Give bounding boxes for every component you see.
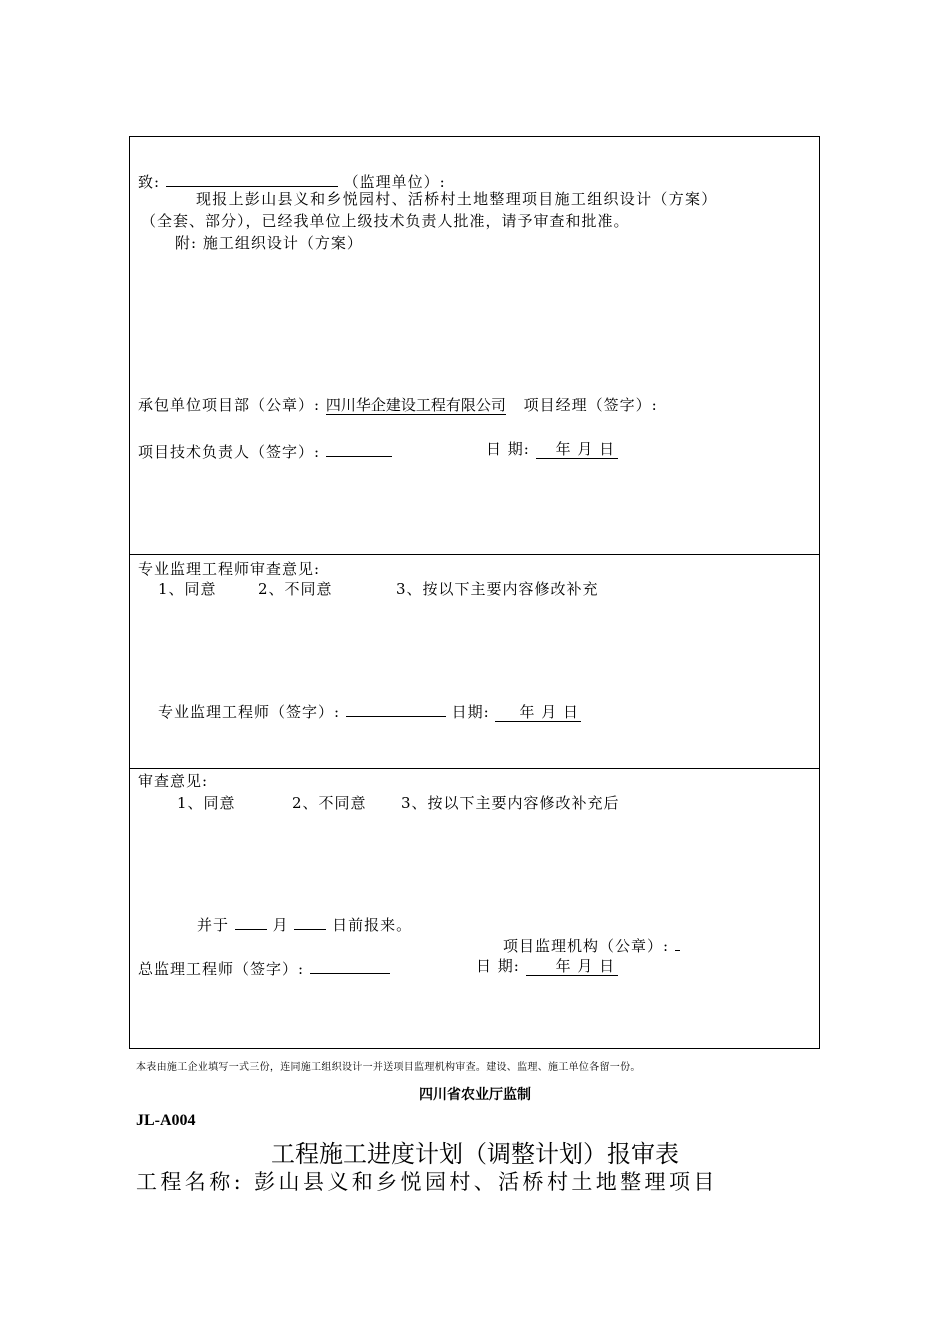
date-line-1 [486, 440, 618, 458]
pm-label: 项目经理（签字）: [523, 396, 658, 414]
chief-signature-blank[interactable] [310, 957, 390, 974]
engineer-opt-2: 2、不同意 [258, 580, 333, 598]
org-seal-blank[interactable] [675, 934, 680, 951]
tech-signature-blank[interactable] [326, 440, 392, 457]
resubmit-line [197, 913, 412, 934]
section-divider-1 [129, 554, 820, 555]
and-before: 并于 [197, 916, 230, 934]
issuer: 四川省农业厅监制 [419, 1087, 531, 1103]
report-text-2: （全套、部分），已经我单位上级技术负责人批准，请予审查和批准。 [141, 212, 630, 230]
form-title: 工程施工进度计划（调整计划）报审表 [271, 1140, 679, 1168]
contractor-name: 四川华企建设工程有限公司 [325, 396, 506, 414]
contractor-line [138, 396, 658, 414]
to-line [138, 170, 446, 191]
month-label: 月 [272, 916, 289, 934]
day-blank[interactable] [294, 913, 326, 930]
date-label-2: 日期: [451, 703, 490, 721]
tech-label: 项目技术负责人（签字）: [138, 443, 321, 461]
date-value-1: 年 月 日 [536, 440, 619, 459]
review-opt-1: 1、同意 [177, 794, 236, 812]
engineer-opt-1: 1、同意 [158, 580, 217, 598]
supervisor-unit-blank[interactable] [166, 170, 338, 187]
org-line [503, 934, 680, 955]
date-line-3 [476, 957, 618, 975]
report-text: 现报上彭山县义和乡悦园村、活桥村土地整理项目施工组织设计（方案） [196, 190, 718, 208]
day-before-label: 日前报来。 [332, 916, 413, 934]
chief-line [138, 957, 390, 978]
to-suffix: （监理单位）: [343, 173, 446, 191]
date-label-3: 日 期: [476, 957, 520, 975]
footer-note: 本表由施工企业填写一式三份，连同施工组织设计一并送项目监理机构审查。建设、监理、施工单位各留一份。 [136, 1062, 641, 1073]
date-value-3: 年 月 日 [526, 957, 619, 976]
chief-label: 总监理工程师（签字）: [138, 960, 305, 978]
project-name: 工程名称: 彭山县义和乡悦园村、活桥村土地整理项目 [136, 1170, 718, 1194]
date-label-1: 日 期: [486, 440, 530, 458]
engineer-label: 专业监理工程师（签字）: [158, 703, 341, 721]
review-opt-3: 3、按以下主要内容修改补充后 [401, 794, 620, 812]
review-opinion-label: 审查意见: [138, 772, 209, 790]
engineer-sign-line [158, 700, 581, 721]
section-divider-2 [129, 768, 820, 769]
form-code: JL-A004 [136, 1112, 196, 1129]
tech-line [138, 440, 392, 461]
engineer-opinion-label: 专业监理工程师审查意见: [138, 560, 321, 578]
contractor-label: 承包单位项目部（公章）: [138, 396, 321, 414]
attachment-line: 附: 施工组织设计（方案） [175, 234, 363, 252]
review-opt-2: 2、不同意 [292, 794, 367, 812]
month-blank[interactable] [235, 913, 267, 930]
org-label: 项目监理机构（公章）: [503, 937, 670, 955]
engineer-opt-3: 3、按以下主要内容修改补充 [396, 580, 599, 598]
engineer-signature-blank[interactable] [346, 700, 446, 717]
to-label: 致: [138, 173, 161, 191]
date-value-2: 年 月 日 [495, 703, 581, 722]
